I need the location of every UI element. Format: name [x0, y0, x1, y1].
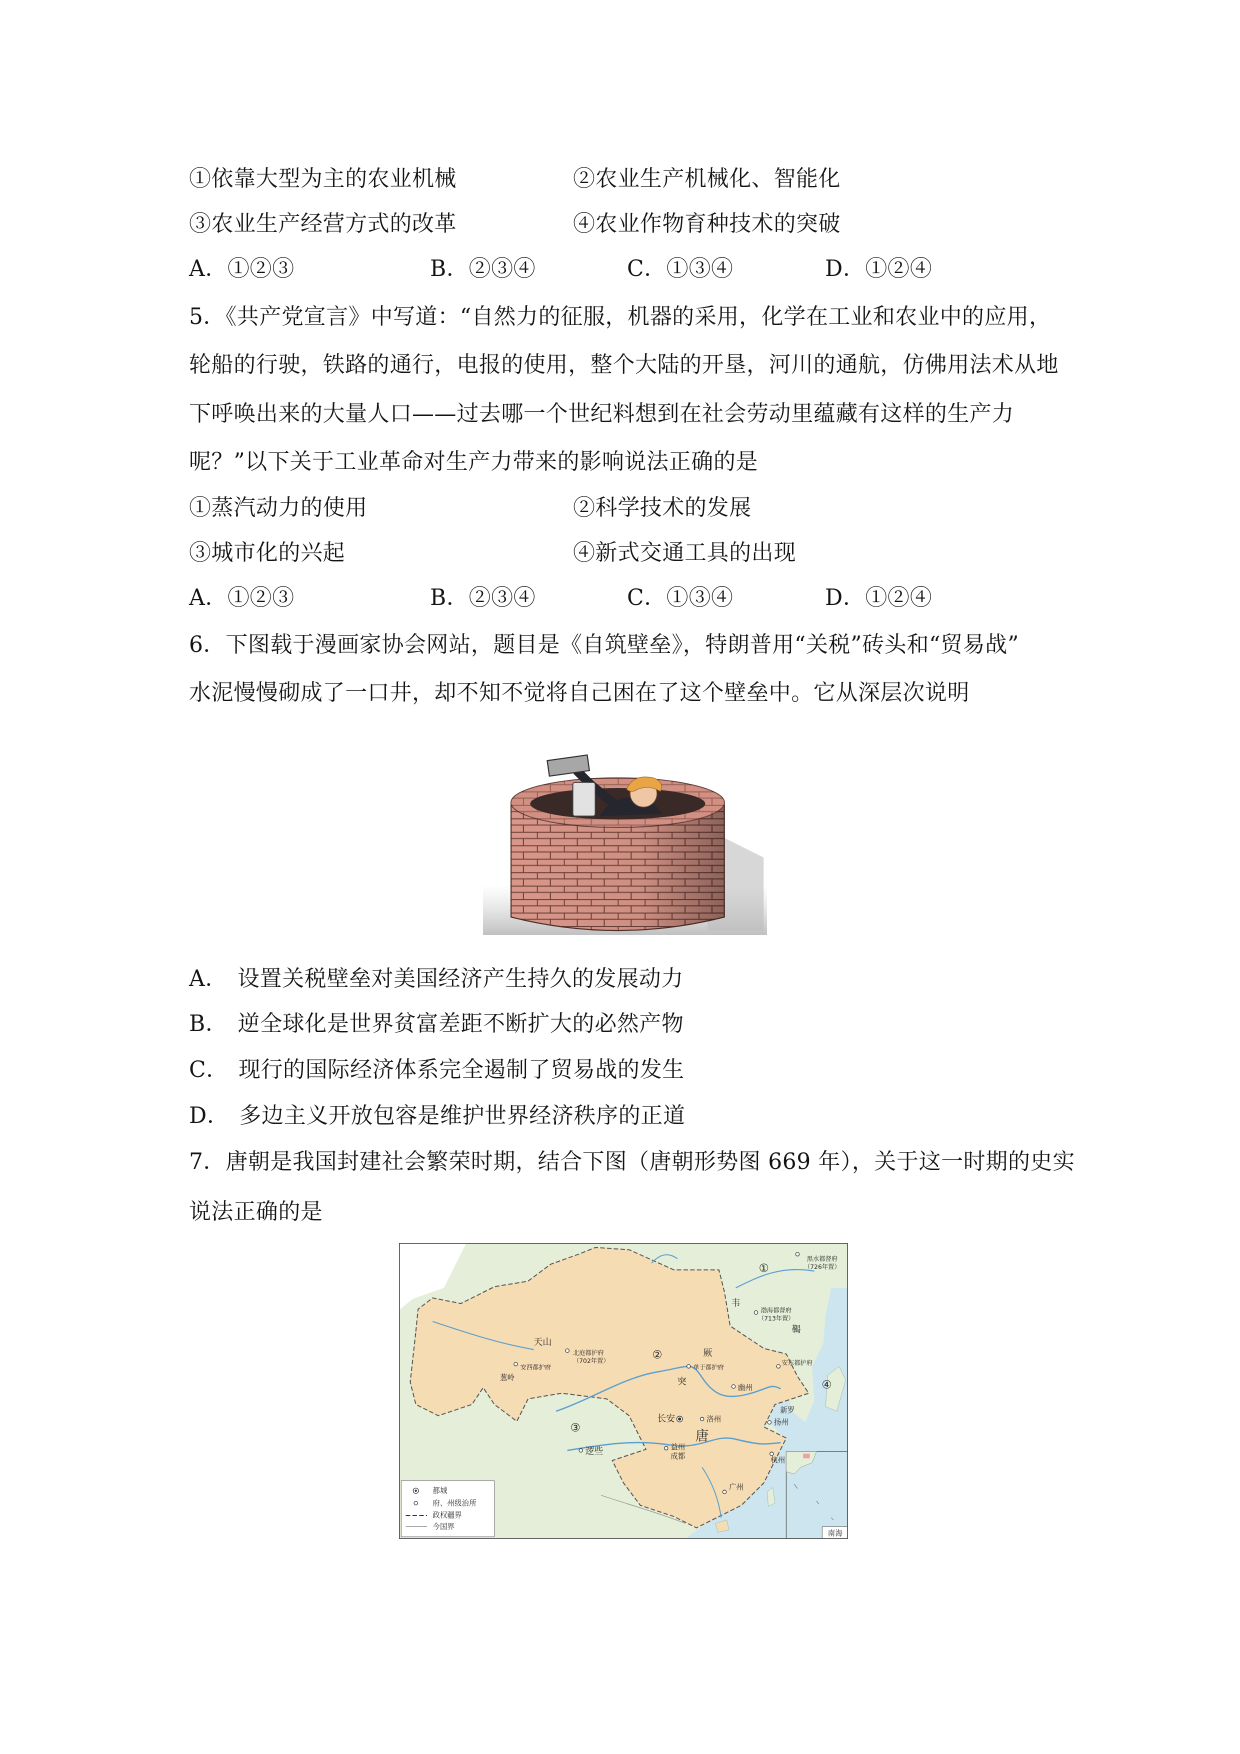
label-chanyu: 单于都护府 — [693, 1364, 724, 1372]
q5-item-4: ④新式交通工具的出现 — [573, 541, 797, 566]
label-jue: 厥 — [703, 1349, 713, 1360]
label-guangzhou: 广州 — [729, 1482, 744, 1492]
q4-choice-d: D．①②④ — [825, 257, 933, 282]
luoxie-marker — [579, 1449, 583, 1453]
legend-capital-label: 都城 — [432, 1486, 448, 1496]
choice-text: 设置关税壁垒对美国经济产生持久的发展动力 — [237, 967, 684, 992]
choice-text: 现行的国际经济体系完全遏制了贸易战的发生 — [238, 1058, 685, 1083]
trade-war-cement-bag — [573, 782, 595, 816]
label-changan: 长安 — [657, 1414, 676, 1425]
choice-label: D． — [189, 1104, 230, 1129]
label-congling: 葱岭 — [500, 1372, 515, 1382]
label-youzhou: 幽州 — [737, 1382, 753, 1392]
q5-item-2: ②科学技术的发展 — [573, 496, 752, 521]
choice-label: C． — [189, 1058, 229, 1083]
choice-text: 逆全球化是世界贫富差距不断扩大的必然产物 — [237, 1012, 684, 1037]
q5-stem-line: 下呼唤出来的大量人口——过去哪一个世纪料想到在社会劳动里蕴藏有这样的生产力 — [189, 402, 1015, 427]
q6-choice-a — [189, 965, 684, 995]
q4-choice-a: A．①②③ — [189, 257, 295, 282]
youzhou-marker — [732, 1385, 736, 1389]
q7-stem-line: 说法正确的是 — [189, 1200, 323, 1225]
beiting-marker — [566, 1349, 570, 1353]
q4-item-1: ①依靠大型为主的农业机械 — [189, 167, 457, 192]
label-xinluo: 新罗 — [780, 1405, 795, 1415]
heishui-marker — [796, 1252, 800, 1256]
map-legend — [401, 1481, 494, 1537]
label-luoxie: 逻些 — [585, 1446, 604, 1457]
q7-stem-line: 7．唐朝是我国封建社会繁荣时期，结合下图（唐朝形势图 669 年），关于这一时期的史实 — [189, 1150, 1075, 1175]
luozhou-marker — [700, 1417, 704, 1421]
tang-dynasty-map — [399, 1243, 848, 1539]
q4-choice-b: B．②③④ — [430, 257, 536, 282]
label-heishui: 黑水都督府 — [806, 1255, 838, 1263]
bohai-marker — [754, 1311, 758, 1315]
map-region-3: ③ — [570, 1421, 581, 1435]
map-region-4: ④ — [821, 1378, 832, 1392]
legend-seat-icon — [414, 1501, 418, 1505]
q5-stem-line: 5．《共产党宣言》中写道：“自然力的征服，机器的采用，化学在工业和农业中的应用， — [189, 305, 1052, 330]
label-chengdu: 成都 — [670, 1451, 686, 1461]
legend-seat-label: 府、州级治所 — [432, 1498, 477, 1508]
q6-choice-b — [189, 1010, 684, 1040]
label-hangzhou: 杭州 — [770, 1455, 786, 1465]
yizhou-marker — [664, 1446, 668, 1450]
q4-item-2: ②农业生产机械化、智能化 — [573, 167, 841, 192]
label-beiting-year: （702年置） — [572, 1357, 610, 1365]
label-bohai: 渤海都督府 — [760, 1307, 792, 1315]
anxi-marker — [514, 1362, 518, 1366]
q5-choice-a: A．①②③ — [189, 586, 295, 611]
inset-label-nanhai: 南海 — [827, 1528, 843, 1538]
label-wei: 韦 — [731, 1298, 741, 1309]
q5-item-3: ③城市化的兴起 — [189, 541, 346, 566]
legend-modern-label: 今国界 — [432, 1521, 455, 1531]
q6-choice-d — [189, 1102, 685, 1132]
map-region-1: ① — [758, 1262, 769, 1276]
label-bohai-year: （713年置） — [757, 1315, 795, 1323]
legend-capital-icon-core — [415, 1490, 417, 1492]
label-tang: 唐 — [695, 1429, 709, 1445]
q5-stem-line: 轮船的行驶，铁路的通行，电报的使用，整个大陆的开垦，河川的通航，仿佛用法术从地 — [189, 353, 1059, 378]
q5-choice-d: D．①②④ — [825, 586, 933, 611]
label-anxi: 安西都护府 — [520, 1364, 552, 1372]
changan-marker-core — [678, 1418, 680, 1420]
q6-stem-line: 6．下图载于漫画家协会网站，题目是《自筑壁垒》，特朗普用“关税”砖头和“贸易战” — [189, 633, 1019, 658]
yangzhou-marker — [768, 1421, 772, 1425]
q4-item-3: ③农业生产经营方式的改革 — [189, 212, 457, 237]
q5-item-1: ①蒸汽动力的使用 — [189, 496, 368, 521]
chanyu-marker — [687, 1365, 691, 1369]
map-region-2: ② — [652, 1348, 663, 1362]
q5-choice-b: B．②③④ — [430, 586, 536, 611]
label-yizhou: 益州 — [670, 1442, 686, 1452]
label-luozhou: 洛州 — [706, 1414, 722, 1424]
label-tu: 突 — [677, 1377, 687, 1388]
legend-border-label: 政权疆界 — [432, 1510, 462, 1520]
choice-text: 多边主义开放包容是维护世界经济秩序的正道 — [239, 1104, 686, 1129]
label-andong: 安东都护府 — [781, 1360, 813, 1368]
label-beiting: 北庭都护府 — [572, 1350, 604, 1358]
label-he: 鞨 — [791, 1325, 801, 1336]
q4-choice-c: C．①③④ — [627, 257, 734, 282]
choice-label: B． — [189, 1012, 228, 1037]
q4-item-4: ④农业作物育种技术的突破 — [573, 212, 841, 237]
q5-choice-c: C．①③④ — [627, 586, 734, 611]
q6-choice-c — [189, 1056, 684, 1086]
cartoon-image — [483, 751, 767, 935]
inset-highlight — [803, 1454, 810, 1458]
choice-label: A． — [189, 967, 228, 992]
label-yangzhou: 扬州 — [773, 1417, 789, 1427]
label-tianshan: 天山 — [533, 1338, 552, 1349]
q5-stem-line: 呢？”以下关于工业革命对生产力带来的影响说法正确的是 — [189, 450, 759, 475]
q6-stem-line: 水泥慢慢砌成了一口井，却不知不觉将自己困在了这个壁垒中。它从深层次说明 — [189, 681, 970, 706]
south-sea-inset — [786, 1452, 848, 1539]
label-heishui-year: （726年置） — [803, 1263, 841, 1271]
guangzhou-marker — [723, 1490, 727, 1494]
andong-marker — [777, 1365, 781, 1369]
